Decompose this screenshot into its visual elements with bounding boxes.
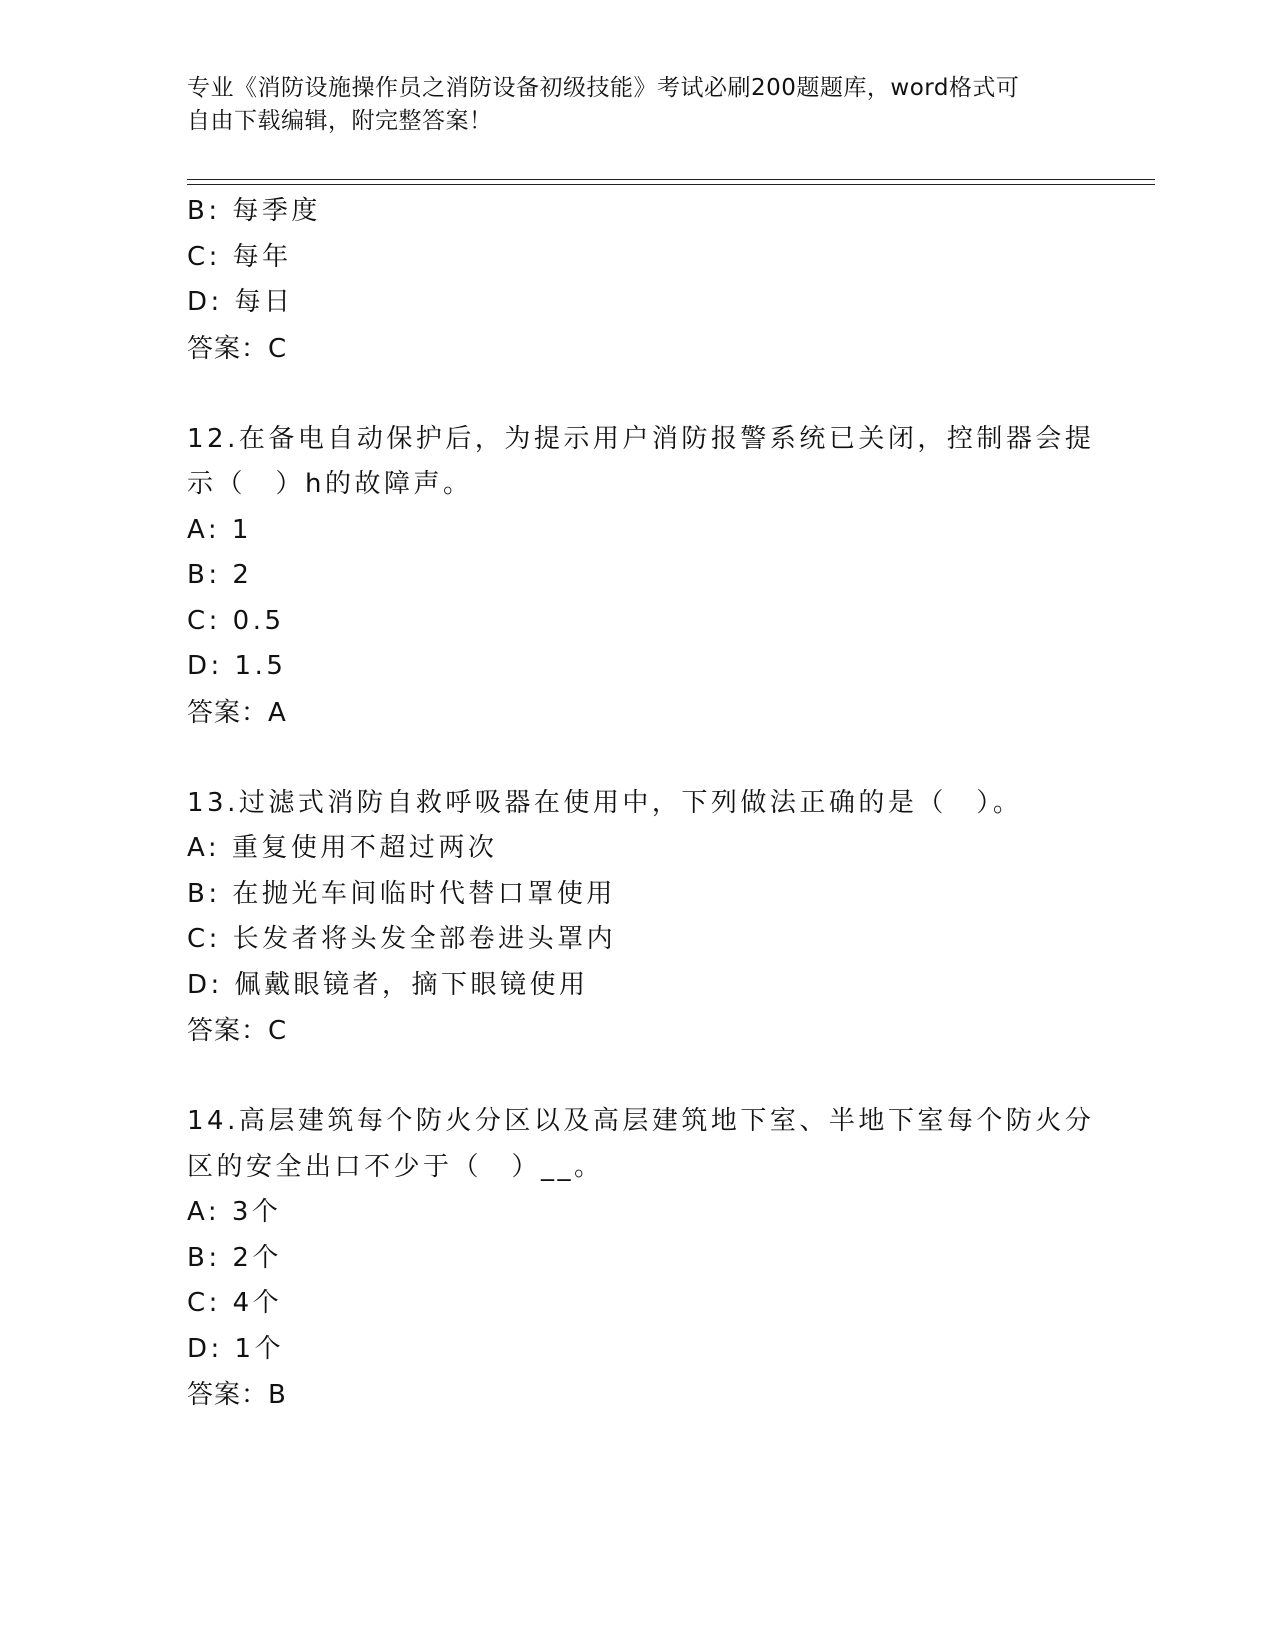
answer-line: 答案：C (187, 333, 288, 364)
option-b: B: 2 (187, 560, 253, 590)
answer-line: 答案：B (187, 1380, 287, 1410)
option-c: C: 4个 (187, 1288, 283, 1318)
option-a: A: 重复使用不超过两次 (187, 833, 498, 863)
question-stem-line: 13.过滤式消防自救呼吸器在使用中，下列做法正确的是（ ）。 (187, 787, 1023, 818)
option-d: D: 佩戴眼镜者，摘下眼镜使用 (187, 969, 589, 1000)
answer-line: 答案：C (187, 1016, 288, 1046)
option-b: B: 在抛光车间临时代替口罩使用 (187, 878, 616, 909)
option-d: D: 1.5 (187, 651, 287, 681)
option-b: B: 每季度 (187, 196, 321, 226)
header-line-2: 自由下载编辑，附完整答案！ (187, 108, 493, 134)
option-c: C: 0.5 (187, 605, 285, 636)
question-stem-line: 示（ ）h的故障声。 (187, 469, 473, 499)
option-a: A: 1 (187, 514, 252, 545)
option-a: A: 3个 (187, 1197, 282, 1227)
answer-line: 答案：A (187, 697, 287, 728)
header-divider-bottom (187, 184, 1155, 185)
question-stem-line: 区的安全出口不少于（ ）__。 (187, 1151, 604, 1182)
header-divider-top (187, 179, 1155, 180)
option-c: C: 每年 (187, 241, 292, 272)
option-b: B: 2个 (187, 1242, 282, 1273)
question-list (187, 189, 1095, 1418)
option-c: C: 长发者将头发全部卷进头罩内 (187, 924, 617, 954)
document-header (187, 72, 1067, 138)
header-line-1: 专业《消防设施操作员之消防设备初级技能》考试必刷200题题库，word格式可 (187, 75, 1020, 101)
question-stem-line: 14.高层建筑每个防火分区以及高层建筑地下室、半地下室每个防火分 (187, 1106, 1095, 1136)
question-stem-line: 12.在备电自动保护后，为提示用户消防报警系统已关闭，控制器会提 (187, 423, 1095, 454)
option-d: D: 每日 (187, 287, 294, 317)
option-d: D: 1个 (187, 1333, 285, 1364)
